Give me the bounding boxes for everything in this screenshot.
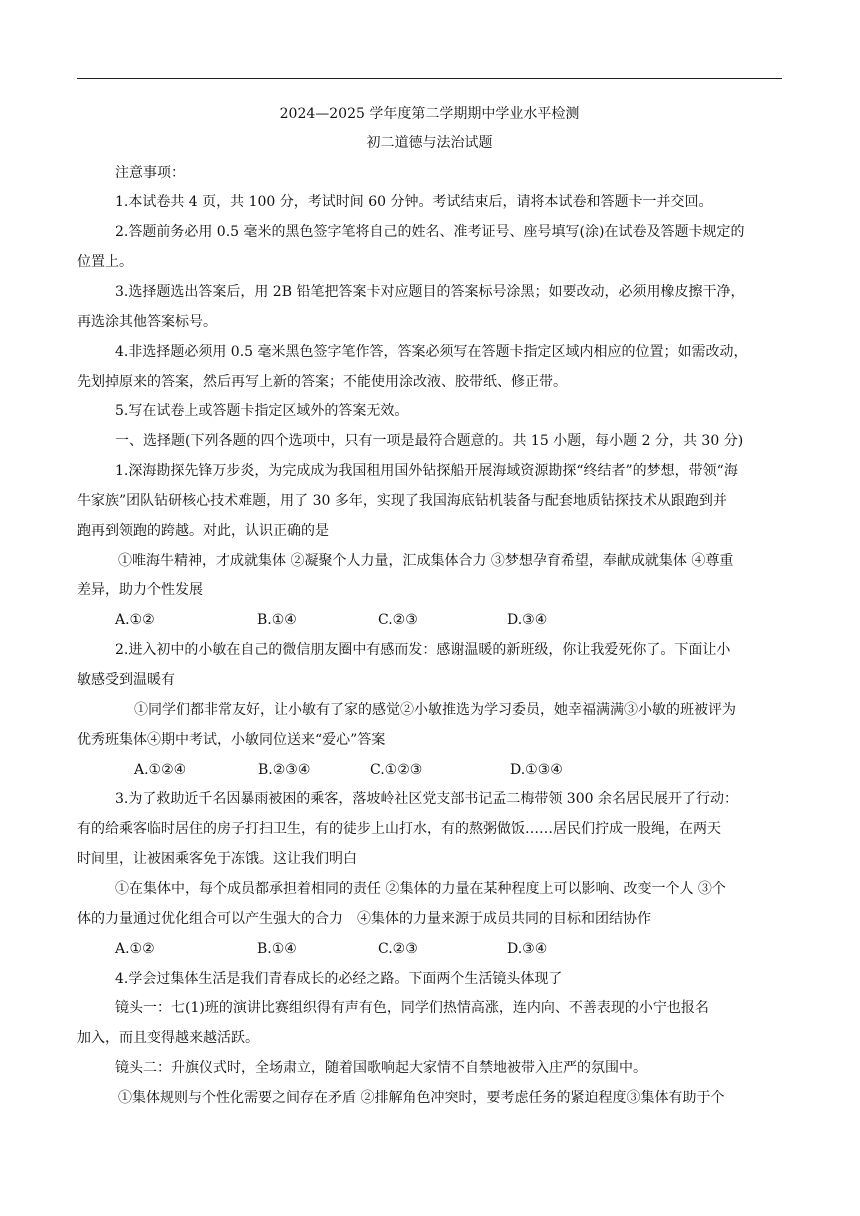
exam-subtitle: 初二道德与法治试题	[366, 135, 493, 151]
top-rule	[77, 78, 782, 79]
question-4-statements: ①集体规则与个性化需要之间存在矛盾 ②排解角色冲突时，要考虑任务的紧迫程度③集体有助于个	[118, 1090, 725, 1106]
question-1-stem: 1.深海勘探先锋万步炎，为完成成为我国租用国外钻探船开展海域资源勘探“终结者”的梦想，带领“海	[115, 463, 738, 479]
notice-item: 2.答题前务必用 0.5 毫米的黑色签字笔将自己的姓名、准考证号、座号填写(涂)在试卷及答题卡规定的	[115, 224, 745, 240]
exam-title: 2024—2025 学年度第二学期期中学业水平检测	[279, 106, 580, 122]
option-b[interactable]: B.①④	[257, 612, 297, 628]
question-1-stem-cont: 跑再到领跑的跨越。对此，认识正确的是	[77, 523, 329, 539]
question-1-stem-cont: 牛家族”团队钻研核心技术难题，用了 30 多年，实现了我国海底钻机装备与配套地质钻探技术从跟跑到并	[77, 493, 727, 509]
notice-item: 3.选择题选出答案后，用 2B 铅笔把答案卡对应题目的答案标号涂黑；如要改动，必须用橡皮擦干净，	[115, 284, 745, 300]
option-a[interactable]: A.①②	[115, 612, 155, 628]
option-b[interactable]: B.②③④	[258, 762, 311, 778]
option-a[interactable]: A.①②④	[134, 762, 187, 778]
option-d[interactable]: D.③④	[507, 941, 548, 957]
notice-item-cont: 位置上。	[77, 254, 133, 270]
question-3-stem-cont: 有的给乘客临时居住的房子打扫卫生，有的徒步上山打水，有的熬粥做饭……居民们拧成一股绳，在两天	[77, 821, 721, 837]
option-c[interactable]: C.②③	[378, 941, 418, 957]
question-1-statements-cont: 差异，助力个性发展	[77, 582, 203, 598]
section-heading: 一、选择题(下列各题的四个选项中，只有一项是最符合题意的。共 15 小题，每小题 2 分，共 30 分)	[115, 433, 744, 449]
question-3-stem-cont: 时间里，让被困乘客免于冻饿。这让我们明白	[77, 851, 357, 867]
option-b[interactable]: B.①④	[257, 941, 297, 957]
option-d[interactable]: D.③④	[507, 612, 548, 628]
option-d[interactable]: D.①③④	[510, 762, 563, 778]
notice-heading: 注意事项：	[115, 165, 185, 181]
notice-item: 4.非选择题必须用 0.5 毫米黑色签字笔作答，答案必须写在答题卡指定区域内相应的位置；如需改动，	[115, 344, 748, 360]
option-c[interactable]: C.①②③	[370, 762, 423, 778]
notice-item-cont: 先划掉原来的答案，然后再写上新的答案；不能使用涂改液、胶带纸、修正带。	[77, 374, 567, 390]
question-4-stem: 4.学会过集体生活是我们青春成长的必经之路。下面两个生活镜头体现了	[115, 971, 563, 987]
notice-item-cont: 再选涂其他答案标号。	[77, 314, 217, 330]
notice-item: 1.本试卷共 4 页，共 100 分，考试时间 60 分钟。考试结束后，请将本试卷和答题卡一并交回。	[115, 194, 713, 210]
question-4-scene-1-cont: 加入，而且变得越来越活跃。	[77, 1030, 259, 1046]
option-a[interactable]: A.①②	[115, 941, 155, 957]
question-1-statements: ①唯海牛精神，才成就集体 ②凝聚个人力量，汇成集体合力 ③梦想孕育希望，奉献成就集体 ④尊重	[118, 553, 734, 569]
question-3-statements: ①在集体中，每个成员都承担着相同的责任 ②集体的力量在某种程度上可以影响、改变一个人 ③个	[115, 881, 726, 897]
question-3-statements-cont: 体的力量通过优化组合可以产生强大的合力 ④集体的力量来源于成员共同的目标和团结协作	[77, 911, 651, 927]
question-2-stem: 2.进入初中的小敏在自己的微信朋友圈中有感而发：感谢温暖的新班级，你让我爱死你了。下面让小	[115, 642, 731, 658]
question-2-stem-cont: 敏感受到温暖有	[77, 672, 175, 688]
option-c[interactable]: C.②③	[378, 612, 418, 628]
question-3-stem: 3.为了救助近千名因暴雨被困的乘客，落坡岭社区党支部书记孟二梅带领 300 余名居民展开了行动：	[115, 791, 738, 807]
question-2-statements: ①同学们都非常友好，让小敏有了家的感觉②小敏推选为学习委员，她幸福满满③小敏的班被评为	[134, 702, 736, 718]
question-2-statements-cont: 优秀班集体④期中考试，小敏同位送来“爱心”答案	[77, 732, 386, 748]
question-4-scene-2: 镜头二：升旗仪式时，全场肃立，随着国歌响起大家情不自禁地被带入庄严的氛围中。	[115, 1060, 647, 1076]
question-4-scene-1: 镜头一：七(1)班的演讲比赛组织得有声有色，同学们热情高涨，连内向、不善表现的小宁也报名	[115, 1000, 709, 1016]
notice-item: 5.写在试卷上或答题卡指定区域外的答案无效。	[115, 403, 409, 419]
